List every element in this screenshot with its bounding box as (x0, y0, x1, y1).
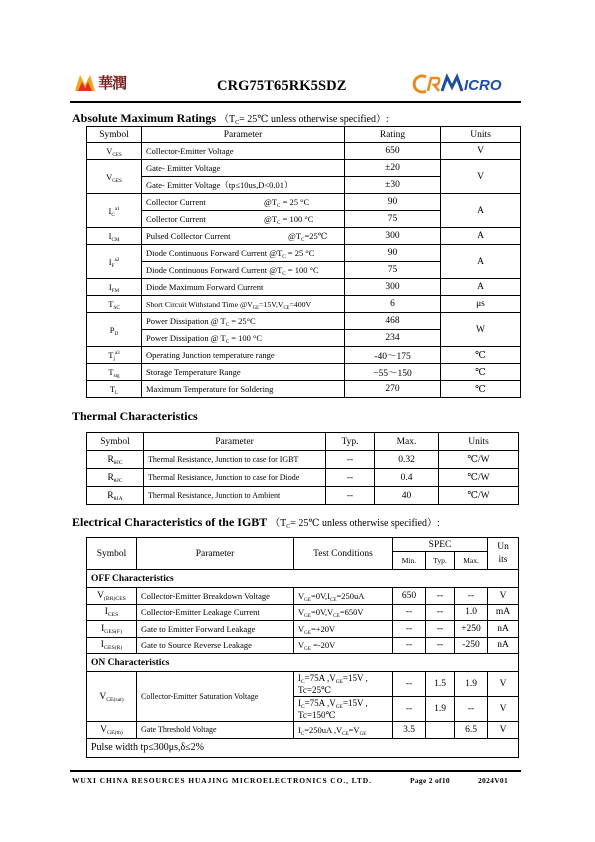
table-row (87, 621, 519, 638)
test-cell: $V_{GE}=+20V$ (294, 621, 393, 638)
rating-cell: 650 (345, 143, 441, 160)
col-units: Un its (488, 538, 519, 570)
unit-cell: ℃/W (439, 487, 519, 505)
parameter-cell: Collector-Emitter Leakage Current (137, 604, 294, 621)
col-symbol: Symbol (87, 127, 142, 143)
symbol-cell: $T_{stg}$ (87, 364, 142, 381)
col-symbol: Symbol (87, 538, 137, 570)
pulse-width-note: Pulse width tp≤300μs,δ≤2% (87, 738, 519, 757)
off-characteristics-heading: OFF Characteristics (87, 570, 519, 588)
typ-cell: -- (426, 637, 455, 654)
max-cell: -- (455, 697, 488, 722)
symbol-cell: $I_F^{a2}$ (87, 245, 142, 279)
test-cell: $V_{GE}=0V,I_{CE}=250uA$ (294, 588, 393, 605)
min-cell: -- (393, 697, 426, 722)
rating-cell: ±20 (345, 160, 441, 177)
table-row (87, 194, 521, 211)
parameter-cell: Gate to Emitter Forward Leakage (137, 621, 294, 638)
table-row (87, 637, 519, 654)
parameter-cell: Thermal Resistance, Junction to case for IGBT (144, 451, 326, 469)
huajing-logo-mark-icon (74, 72, 96, 92)
rating-cell: 300 (345, 279, 441, 296)
symbol-cell: $I_{FM}$ (87, 279, 142, 296)
max-cell: 40 (375, 487, 439, 505)
table-row (87, 588, 519, 605)
min-cell: -- (393, 621, 426, 638)
min-cell: -- (393, 637, 426, 654)
table-row (87, 279, 521, 296)
table-row (87, 469, 519, 487)
parameter-cell: Collector-Emitter Voltage (142, 143, 345, 160)
unit-cell: V (441, 160, 521, 194)
symbol-cell: $V_{CE(sat)}$ (87, 672, 137, 722)
thermal-section-title: Thermal Characteristics (72, 409, 198, 423)
col-max: Max. (375, 433, 439, 451)
parameter-cell: Diode Continuous Forward Current $@T_C = 25$ °C (142, 245, 345, 262)
unit-cell: V (488, 588, 519, 605)
parameter-cell: Diode Maximum Forward Current (142, 279, 345, 296)
test-cell: $V_{GE}=0V,V_{CE}=650V$ (294, 604, 393, 621)
unit-cell: ℃ (441, 381, 521, 398)
parameter-cell: Collector Current $@T_C = 25$ °C (142, 194, 345, 211)
off-section-row (87, 570, 519, 588)
symbol-cell: $V_{GE(th)}$ (87, 722, 137, 739)
test-cell: $I_C=250uA$ $,V_{CE}=V_{GE}$ (294, 722, 393, 739)
test-cell: $I_C=75A$ $,V_{GE}=15V$ , Tc=150℃ (294, 697, 393, 722)
typ-cell: 1.9 (426, 697, 455, 722)
col-units: Units (439, 433, 519, 451)
unit-cell: ℃ (441, 347, 521, 364)
symbol-cell: $T_j^{a3}$ (87, 347, 142, 364)
max-cell: 6.5 (455, 722, 488, 739)
table-row (87, 245, 521, 262)
page-header (70, 68, 520, 100)
unit-cell: V (488, 672, 519, 697)
table-header-row (87, 538, 519, 552)
col-symbol: Symbol (87, 433, 144, 451)
rating-cell: ±30 (345, 177, 441, 194)
unit-cell: ℃/W (439, 469, 519, 487)
max-cell: 1.9 (455, 672, 488, 697)
table-row (87, 313, 521, 330)
col-parameter: Parameter (142, 127, 345, 143)
typ-cell: -- (326, 451, 375, 469)
col-units: Units (441, 127, 521, 143)
table-row (87, 451, 519, 469)
table-row (87, 160, 521, 177)
col-min: Min. (393, 552, 426, 570)
min-cell: 650 (393, 588, 426, 605)
page-number: Page 2 of10 (410, 776, 450, 785)
parameter-cell: Pulsed Collector Current $@T_C=25℃$ (142, 228, 345, 245)
parameter-cell: Storage Temperature Range (142, 364, 345, 381)
rating-cell: 270 (345, 381, 441, 398)
typ-cell: -- (326, 487, 375, 505)
symbol-cell: $T_{SC}$ (87, 296, 142, 313)
table-row (87, 672, 519, 697)
table-row (87, 487, 519, 505)
rating-cell: 300 (345, 228, 441, 245)
parameter-cell: Collector-Emitter Saturation Voltage (137, 672, 294, 722)
company-name: WUXI CHINA RESOURCES HUAJING MICROELECTRONICS CO., LTD. (72, 776, 372, 785)
typ-cell: -- (426, 621, 455, 638)
electrical-condition: （$T_C=$ 25℃ unless otherwise specified）: (270, 518, 440, 530)
unit-cell: A (441, 194, 521, 228)
typ-cell: -- (426, 604, 455, 621)
doc-version: 2024V01 (478, 776, 509, 785)
table-row (87, 364, 521, 381)
min-cell: -- (393, 604, 426, 621)
unit-cell: nA (488, 637, 519, 654)
col-max: Max. (455, 552, 488, 570)
rating-cell: -40～175 (345, 347, 441, 364)
logo-cn-text: 華潤 (98, 74, 127, 92)
symbol-cell: $I_C^{a1}$ (87, 194, 142, 228)
unit-cell: mA (488, 604, 519, 621)
unit-cell: μs (441, 296, 521, 313)
table-row (87, 604, 519, 621)
parameter-cell: Power Dissipation @ $T_C = 25^\circ C$ (142, 313, 345, 330)
unit-cell: A (441, 228, 521, 245)
unit-cell: ℃ (441, 364, 521, 381)
parameter-cell: Collector-Emitter Breakdown Voltage (137, 588, 294, 605)
symbol-cell: $R_{\theta JC}$ (87, 469, 144, 487)
symbol-cell: $V_{GES}$ (87, 160, 142, 194)
unit-cell: nA (488, 621, 519, 638)
unit-cell: W (441, 313, 521, 347)
col-parameter: Parameter (137, 538, 294, 570)
max-cell: -250 (455, 637, 488, 654)
parameter-cell: Short Circuit Withstand Time $@V_{GE}=15V,V_{CE}=400V$ (142, 296, 345, 313)
abs-max-title: Absolute Maximum Ratings (72, 111, 217, 125)
table-row (87, 347, 521, 364)
typ-cell: -- (326, 469, 375, 487)
electrical-table (86, 537, 519, 758)
electrical-title: Electrical Characteristics of the IGBT (72, 515, 268, 529)
min-cell: 3.5 (393, 722, 426, 739)
col-parameter: Parameter (144, 433, 326, 451)
max-cell: 0.4 (375, 469, 439, 487)
typ-cell: -- (426, 588, 455, 605)
symbol-cell: $I_{CES}$ (87, 604, 137, 621)
note-row (87, 738, 519, 757)
rating-cell: 234 (345, 330, 441, 347)
electrical-section-title (72, 514, 440, 530)
parameter-cell: Gate to Source Reverse Leakage (137, 637, 294, 654)
symbol-cell: $I_{GES(R)}$ (87, 637, 137, 654)
col-rating: Rating (345, 127, 441, 143)
thermal-table (86, 432, 519, 505)
crmicro-logo-icon (412, 73, 516, 95)
rating-cell: 90 (345, 194, 441, 211)
parameter-cell: Gate- Emitter Voltage（tp≤10us,D<0.01） (142, 177, 345, 194)
max-cell: +250 (455, 621, 488, 638)
on-characteristics-heading: ON Characteristics (87, 654, 519, 672)
rating-cell: 75 (345, 262, 441, 279)
header-rule (70, 101, 521, 103)
svg-text:ICRO: ICRO (464, 77, 502, 94)
abs-max-condition: （$T_C=$ 25℃ unless otherwise specified）: (219, 114, 389, 126)
rating-cell: 75 (345, 211, 441, 228)
symbol-cell: $I_{GES(F)}$ (87, 621, 137, 638)
parameter-cell: Power Dissipation @ $T_C = 100$ °C (142, 330, 345, 347)
unit-cell: V (441, 143, 521, 160)
typ-cell: 1.5 (426, 672, 455, 697)
symbol-cell: $P_D$ (87, 313, 142, 347)
rating-cell: 90 (345, 245, 441, 262)
max-cell: -- (455, 588, 488, 605)
rating-cell: 468 (345, 313, 441, 330)
table-row (87, 296, 521, 313)
rating-cell: 6 (345, 296, 441, 313)
symbol-cell: $I_{CM}$ (87, 228, 142, 245)
typ-cell (426, 722, 455, 739)
parameter-cell: Collector Current $@T_C = 100$ °C (142, 211, 345, 228)
col-typ: Typ. (426, 552, 455, 570)
unit-cell: A (441, 279, 521, 296)
unit-cell: V (488, 722, 519, 739)
table-row (87, 722, 519, 739)
symbol-cell: $R_{\theta JA}$ (87, 487, 144, 505)
col-typ: Typ. (326, 433, 375, 451)
unit-cell: A (441, 245, 521, 279)
table-row (87, 143, 521, 160)
symbol-cell: $R_{\theta JC}$ (87, 451, 144, 469)
symbol-cell: $T_L$ (87, 381, 142, 398)
document-title: CRG75T65RK5SDZ (217, 78, 347, 94)
max-cell: 0.32 (375, 451, 439, 469)
test-cell: $V_{GE} =-20V$ (294, 637, 393, 654)
parameter-cell: Thermal Resistance, Junction to case for Diode (144, 469, 326, 487)
max-cell: 1.0 (455, 604, 488, 621)
unit-cell: ℃/W (439, 451, 519, 469)
table-header-row (87, 433, 519, 451)
parameter-cell: Gate Threshold Voltage (137, 722, 294, 739)
parameter-cell: Maximum Temperature for Soldering (142, 381, 345, 398)
parameter-cell: Operating Junction temperature range (142, 347, 345, 364)
abs-max-table (86, 126, 521, 398)
unit-cell: V (488, 697, 519, 722)
huajing-logo (72, 70, 132, 96)
test-cell: $I_C=75A$ $,V_{GE}=15V$ , Tc=25℃ (294, 672, 393, 697)
parameter-cell: Gate- Emitter Voltage (142, 160, 345, 177)
on-section-row (87, 654, 519, 672)
rating-cell: −55～150 (345, 364, 441, 381)
table-header-row (87, 127, 521, 143)
symbol-cell: $V_{(BR)CES}$ (87, 588, 137, 605)
table-row (87, 228, 521, 245)
symbol-cell: $V_{CES}$ (87, 143, 142, 160)
parameter-cell: Diode Continuous Forward Current $@T_C = 100$ °C (142, 262, 345, 279)
abs-max-section-title (72, 110, 389, 126)
col-spec: SPEC (393, 538, 488, 552)
footer-rule (70, 770, 521, 772)
parameter-cell: Thermal Resistance, Junction to Ambient (144, 487, 326, 505)
table-row (87, 381, 521, 398)
col-test-conditions: Test Conditions (294, 538, 393, 570)
min-cell: -- (393, 672, 426, 697)
